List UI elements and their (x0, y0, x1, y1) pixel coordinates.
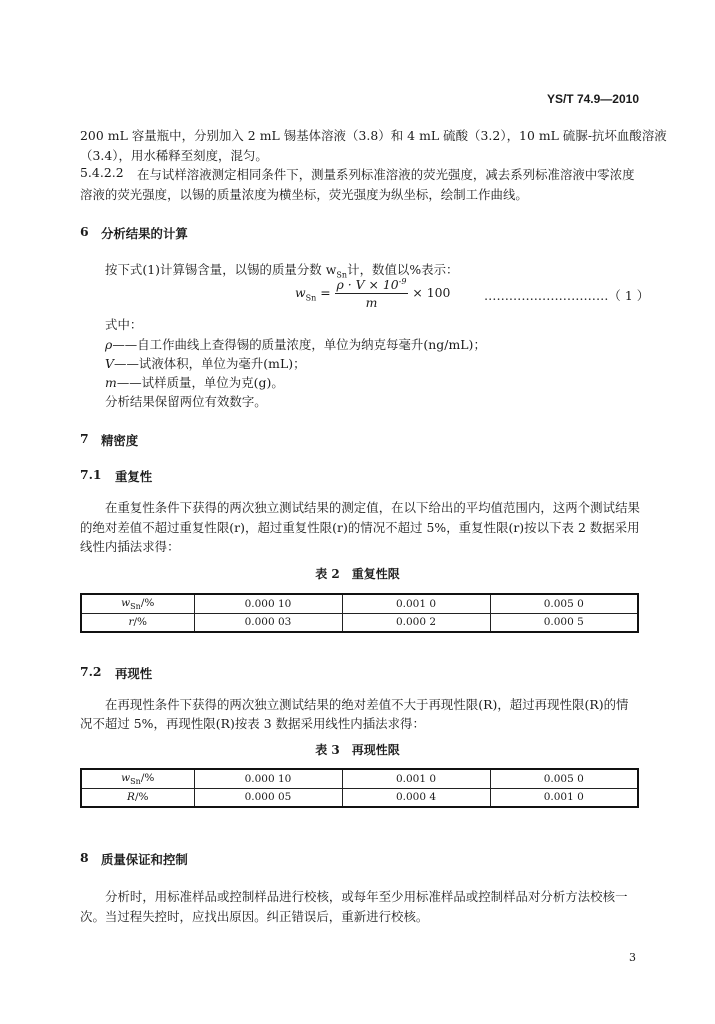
definition-symbol: V (105, 356, 114, 371)
formula-lhs: w (295, 285, 306, 301)
formula-equals: = (320, 285, 331, 301)
row-label (81, 594, 194, 613)
table-cell: 0.001 0 (342, 594, 490, 613)
table-caption: 表 2 重复性限 (315, 567, 400, 581)
subsection-title: 重复性 (115, 469, 153, 484)
definition-text: ——自工作曲线上查得锡的质量浓度，单位为纳克每毫升(ng/mL)； (112, 337, 486, 352)
numerator-exponent: -9 (398, 277, 407, 286)
definition-text: ——试液体积，单位为毫升(mL)； (114, 356, 306, 371)
label-subscript: Sn (130, 776, 141, 786)
section-title: 分析结果的计算 (101, 226, 188, 241)
section-number: 6 (80, 224, 89, 239)
formula-multiplier: × 100 (412, 285, 451, 301)
formula-numerator (335, 277, 409, 294)
definition-line (105, 335, 486, 353)
definition-symbol: ρ (105, 337, 113, 352)
table-row (81, 594, 638, 613)
paragraph-line: 在再现性条件下获得的两次独立测试结果的绝对差值不大于再现性限(R)，超过再现性限(R)的情 (105, 697, 629, 712)
paragraph-line: 分析时，用标准样品或控制样品进行校核，或每年至少用标准样品或控制样品对分析方法校核一 (105, 889, 628, 904)
table-cell: 0.000 05 (194, 788, 342, 807)
table-cell: 0.000 2 (342, 613, 490, 632)
paragraph-line: 200 mL 容量瓶中，分别加入 2 mL 锡基体溶液（3.8）和 4 mL 硫酸（3.2），10 mL 硫脲-抗坏血酸溶液 (80, 128, 667, 143)
definition-line (105, 354, 306, 372)
numerator-text: ρ · V × 10 (336, 277, 399, 293)
reproducibility-table (80, 768, 639, 808)
label-symbol: w (121, 771, 131, 784)
page-number: 3 (628, 951, 636, 964)
subsection-number: 7.2 (80, 664, 102, 679)
subsection-title: 再现性 (115, 666, 153, 681)
paragraph-line: 溶液的荧光强度，以锡的质量浓度为横坐标，荧光强度为纵坐标，绘制工作曲线。 (80, 187, 528, 202)
table-row (81, 788, 638, 807)
standard-code: YS/T 74.9—2010 (546, 92, 639, 106)
definition-symbol: m (105, 375, 117, 390)
table-cell: 0.005 0 (490, 594, 638, 613)
intro-subscript: Sn (336, 270, 348, 280)
definition-text: ——试样质量，单位为克(g)。 (116, 375, 284, 390)
table-cell: 0.000 10 (194, 594, 342, 613)
paragraph-line: （3.4），用水稀释至刻度，混匀。 (80, 148, 268, 163)
section-number: 8 (80, 850, 89, 865)
definition-line (105, 373, 284, 391)
paragraph-line: 在重复性条件下获得的两次独立测试结果的测定值，在以下给出的平均值范围内，这两个测试结果 (105, 500, 640, 515)
formula-lhs-subscript: Sn (305, 293, 317, 303)
formula-1 (295, 277, 450, 310)
table-cell: 0.001 0 (342, 769, 490, 788)
table-cell: 0.000 10 (194, 769, 342, 788)
table-row (81, 769, 638, 788)
paragraph-line: 次。当过程失控时，应找出原因。纠正错误后，重新进行校核。 (80, 909, 429, 924)
table-cell: 0.000 4 (342, 788, 490, 807)
label-unit: /% (140, 771, 155, 784)
formula-fraction (335, 277, 409, 310)
label-subscript: Sn (130, 601, 141, 611)
table-cell: 0.000 5 (490, 613, 638, 632)
table-cell: 0.001 0 (490, 788, 638, 807)
formula-denominator: m (365, 295, 378, 311)
label-symbol: R (127, 791, 135, 804)
label-symbol: w (121, 596, 131, 609)
intro-tail: 计，数值以%表示： (347, 262, 459, 277)
table-cell: 0.000 03 (194, 613, 342, 632)
row-label (81, 769, 194, 788)
intro-text: 按下式(1)计算锡含量，以锡的质量分数 w (105, 262, 337, 277)
where-label: 式中： (105, 317, 143, 332)
section-title: 质量保证和控制 (101, 852, 188, 867)
label-unit: /% (140, 596, 155, 609)
section-number: 7 (80, 431, 89, 446)
paragraph-line: 况不超过 5%，再现性限(R)按表 3 数据采用线性内插法求得： (80, 716, 425, 731)
label-unit: /% (134, 791, 149, 804)
clause-number: 5.4.2.2 (80, 165, 124, 180)
label-symbol: r (128, 616, 134, 629)
row-label (81, 613, 194, 632)
table-row (81, 613, 638, 632)
section-title: 精密度 (101, 433, 139, 448)
repeatability-table (80, 593, 639, 633)
paragraph-line: 在与试样溶液测定相同条件下，测量系列标准溶液的荧光强度，减去系列标准溶液中零浓度 (137, 167, 635, 182)
subsection-number: 7.1 (80, 467, 102, 482)
result-note: 分析结果保留两位有效数字。 (105, 394, 267, 409)
table-cell: 0.005 0 (490, 769, 638, 788)
label-unit: /% (133, 616, 148, 629)
table-caption: 表 3 再现性限 (315, 743, 400, 757)
paragraph-line: 的绝对差值不超过重复性限(r)，超过重复性限(r)的情况不超过 5%，重复性限(r)按以下表 2 数据采用 (80, 520, 640, 535)
paragraph-line: 线性内插法求得： (80, 539, 180, 554)
row-label (81, 788, 194, 807)
formula-number: …………………………（ 1 ） (484, 288, 650, 303)
